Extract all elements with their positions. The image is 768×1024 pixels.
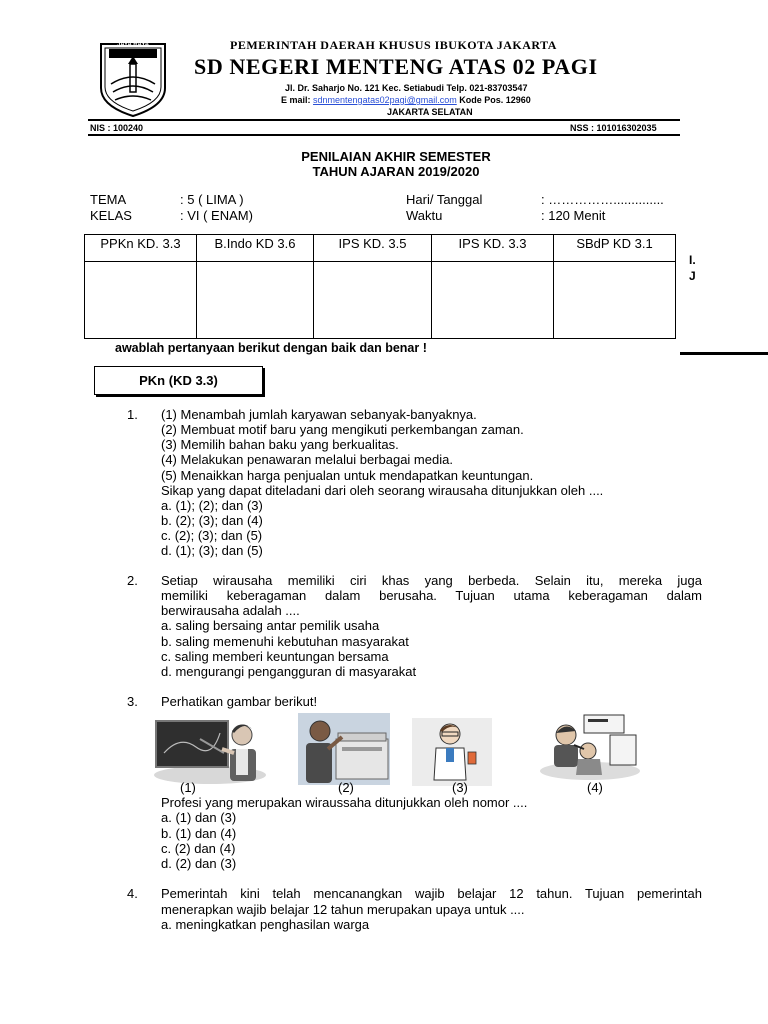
score-cell-ips-35	[314, 262, 432, 339]
q2-option-b: b. saling memenuhi kebutuhan masyarakat	[161, 634, 409, 649]
postal-code: Kode Pos. 12960	[459, 95, 531, 105]
kd-header-sbdp: SBdP KD 3.1	[554, 235, 676, 262]
school-name: SD NEGERI MENTENG ATAS 02 PAGI	[194, 54, 598, 79]
jakarta-emblem-logo	[95, 40, 171, 118]
question-number: 3.	[127, 694, 138, 709]
side-letter-i: I.	[689, 253, 696, 267]
government-heading: PEMERINTAH DAERAH KHUSUS IBUKOTA JAKARTA	[230, 38, 557, 52]
nss-number: NSS : 101016302035	[570, 123, 657, 133]
score-table-header	[85, 235, 676, 262]
q2-option-a: a. saling bersaing antar pemilik usaha	[161, 618, 380, 633]
q3-option-a: a. (1) dan (3)	[161, 810, 237, 825]
score-table	[84, 234, 676, 339]
question-number: 4.	[127, 886, 138, 901]
email-link[interactable]: sdnmentengatas02pagi@gmail.com	[313, 95, 457, 105]
kd-header-ips-35: IPS KD. 3.5	[314, 235, 432, 262]
q1-statement-1: (1) Menambah jumlah karyawan sebanyak-banyaknya.	[161, 407, 477, 422]
kd-header-ips-33: IPS KD. 3.3	[432, 235, 554, 262]
q3-question: Profesi yang merupakan wiraussaha ditunjukkan oleh nomor ....	[161, 795, 528, 810]
instruction-text: awablah pertanyaan berikut dengan baik dan benar !	[115, 341, 427, 355]
academic-year: TAHUN AJARAN 2019/2020	[312, 164, 480, 179]
q1-option-a: a. (1); (2); dan (3)	[161, 498, 263, 513]
header-divider-bottom	[88, 134, 680, 136]
q1-statement-4: (4) Melakukan penawaran melalui berbagai media.	[161, 452, 453, 467]
score-cell-ips-33	[432, 262, 554, 339]
q1-prompt: Sikap yang dapat diteladani dari oleh seorang wirausaha ditunjukkan oleh ....	[161, 483, 604, 498]
q2-text-line-3: berwirausaha adalah ....	[161, 603, 300, 618]
section-header-box	[94, 366, 263, 395]
q3-prompt: Perhatikan gambar berikut!	[161, 694, 318, 709]
q3-option-b: b. (1) dan (4)	[161, 826, 237, 841]
question-number: 2.	[127, 573, 138, 588]
score-cell-sbdp	[554, 262, 676, 339]
picture-caption-2: (2)	[338, 780, 354, 795]
kelas-value: : VI ( ENAM)	[180, 208, 253, 223]
q1-option-c: c. (2); (3); dan (5)	[161, 528, 263, 543]
school-contact	[281, 95, 531, 105]
score-cell-bindo	[197, 262, 314, 339]
date-value: : ……………..............	[541, 192, 664, 207]
picture-pharmacist	[412, 718, 492, 786]
q2-text-line-1: Setiap wirausaha memiliki ciri khas yang berbeda. Selain itu, mereka juga	[161, 573, 702, 588]
side-letter-j: J	[689, 269, 696, 283]
q2-option-c: c. saling memberi keuntungan bersama	[161, 649, 389, 664]
tema-value: : 5 ( LIMA )	[180, 192, 244, 207]
picture-teacher	[150, 713, 268, 785]
q4-text-line-2: menerapkan wajib belajar 12 tahun merupakan upaya untuk ....	[161, 902, 525, 917]
q1-statement-5: (5) Menaikkan harga penjualan untuk mendapatkan keuntungan.	[161, 468, 534, 483]
side-rule	[680, 352, 768, 355]
q4-text-line-1: Pemerintah kini telah mencanangkan wajib belajar 12 tahun. Tujuan pemerintah	[161, 886, 702, 901]
score-table-row	[85, 262, 676, 339]
tema-label: TEMA	[90, 192, 127, 207]
question-number: 1.	[127, 407, 138, 422]
exam-title: PENILAIAN AKHIR SEMESTER	[301, 149, 491, 164]
date-label: Hari/ Tanggal	[406, 192, 483, 207]
q1-option-d: d. (1); (3); dan (5)	[161, 543, 263, 558]
email-label: E mail:	[281, 95, 311, 105]
q1-statement-2: (2) Membuat motif baru yang mengikuti perkembangan zaman.	[161, 422, 524, 437]
kd-header-bindo: B.Indo KD 3.6	[197, 235, 314, 262]
kelas-label: KELAS	[90, 208, 132, 223]
q3-option-c: c. (2) dan (4)	[161, 841, 236, 856]
q1-statement-3: (3) Memilih bahan baku yang berkualitas.	[161, 437, 399, 452]
time-value: : 120 Menit	[541, 208, 606, 223]
kd-header-ppkn: PPKn KD. 3.3	[85, 235, 197, 262]
q2-text-line-2: memiliki keberagaman dalam berusaha. Tujuan utama keberagaman dalam	[161, 588, 702, 603]
picture-caption-1: (1)	[180, 780, 196, 795]
q4-option-a: a. meningkatkan penghasilan warga	[161, 917, 370, 932]
picture-barber	[536, 711, 644, 781]
picture-caption-3: (3)	[452, 780, 468, 795]
section-title: PKn (KD 3.3)	[139, 373, 218, 388]
picture-copier	[298, 713, 390, 785]
picture-caption-4: (4)	[587, 780, 603, 795]
score-cell-ppkn	[85, 262, 197, 339]
q2-option-d: d. mengurangi pengangguran di masyarakat	[161, 664, 417, 679]
school-city: JAKARTA SELATAN	[387, 107, 473, 117]
header-divider	[88, 119, 680, 121]
school-address: Jl. Dr. Saharjo No. 121 Kec. Setiabudi Telp. 021-83703547	[285, 83, 528, 93]
nis-number: NIS : 100240	[90, 123, 144, 133]
logo-text: JAYA RAYA	[116, 42, 150, 48]
time-label: Waktu	[406, 208, 443, 223]
q3-option-d: d. (2) dan (3)	[161, 856, 237, 871]
q1-option-b: b. (2); (3); dan (4)	[161, 513, 263, 528]
